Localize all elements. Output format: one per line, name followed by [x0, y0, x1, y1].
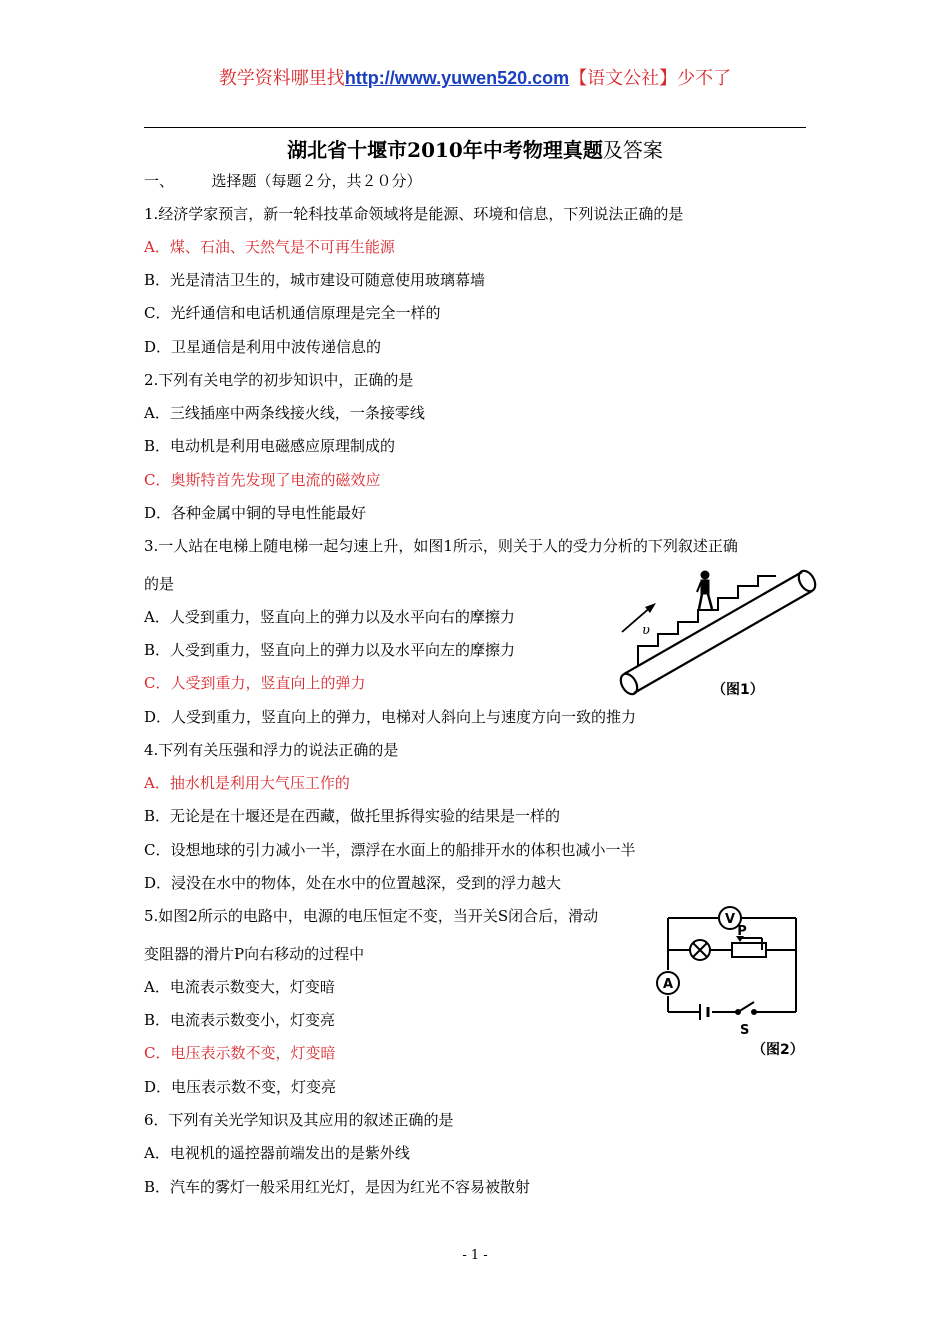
- question-6: 6．下列有关光学知识及其应用的叙述正确的是: [144, 1111, 454, 1129]
- q1-option-d: D．卫星通信是利用中波传递信息的: [144, 338, 382, 356]
- q5-option-b: B．电流表示数变小，灯变亮: [144, 1011, 336, 1029]
- question-5-cont: 变阻器的滑片P向右移动的过程中: [144, 945, 365, 963]
- q6-option-b: B．汽车的雾灯一般采用红光灯，是因为红光不容易被散射: [144, 1178, 531, 1196]
- question-3-cont: 的是: [144, 575, 175, 593]
- q3-option-b: B．人受到重力，竖直向上的弹力以及水平向左的摩擦力: [144, 641, 516, 659]
- question-4: 4.下列有关压强和浮力的说法正确的是: [144, 741, 399, 759]
- question-3: 3.一人站在电梯上随电梯一起匀速上升，如图1所示，则关于人的受力分析的下列叙述正确: [144, 537, 738, 555]
- q3-option-c-answer: C．人受到重力，竖直向上的弹力: [144, 674, 366, 692]
- header-suffix: 【语文公社】少不了: [569, 68, 732, 89]
- q2-option-d: D．各种金属中铜的导电性能最好: [144, 504, 367, 522]
- figure-2-circuit: [654, 900, 818, 1060]
- q5-option-d: D．电压表示数不变，灯变亮: [144, 1078, 337, 1096]
- ammeter-icon: [657, 972, 679, 994]
- figure-2-caption: （图2）: [752, 1042, 804, 1058]
- site-header: [0, 64, 950, 90]
- slider-label: P: [737, 924, 747, 939]
- q3-option-d: D．人受到重力，竖直向上的弹力，电梯对人斜向上与速度方向一致的推力: [144, 708, 637, 726]
- question-2: 2.下列有关电学的初步知识中，正确的是: [144, 371, 414, 389]
- page-title: [0, 134, 950, 163]
- q4-option-c: C．设想地球的引力减小一半，漂浮在水面上的船排开水的体积也减小一半: [144, 841, 636, 859]
- title-main: 湖北省十堰市2010年中考物理真题: [287, 138, 603, 162]
- q1-option-b: B．光是清洁卫生的，城市建设可随意使用玻璃幕墙: [144, 271, 486, 289]
- q4-option-d: D．浸没在水中的物体，处在水中的位置越深，受到的浮力越大: [144, 874, 562, 892]
- velocity-arrow-icon: [622, 603, 656, 632]
- circuit-wires: [668, 918, 796, 1012]
- person-icon: [697, 571, 712, 609]
- q4-option-a-answer: A．抽水机是利用大气压工作的: [144, 774, 350, 792]
- question-5: 5.如图2所示的电路中，电源的电压恒定不变，当开关S闭合后，滑动: [144, 907, 599, 925]
- figure-1-escalator: [604, 558, 820, 706]
- figure-1-caption: （图1）: [712, 682, 764, 698]
- q3-option-a: A．人受到重力，竖直向上的弹力以及水平向右的摩擦力: [144, 608, 515, 626]
- q6-option-a: A．电视机的遥控器前端发出的是紫外线: [144, 1144, 410, 1162]
- switch-label: S: [740, 1023, 750, 1038]
- header-link[interactable]: http://www.yuwen520.com: [344, 68, 570, 88]
- page-number: - 1 -: [462, 1248, 488, 1263]
- ammeter-label: A: [662, 977, 674, 992]
- header-divider: [144, 127, 806, 128]
- title-tail: 及答案: [602, 138, 663, 162]
- question-1: 1.经济学家预言，新一轮科技革命领域将是能源、环境和信息，下列说法正确的是: [144, 205, 684, 223]
- lamp-icon: [690, 940, 710, 960]
- switch-icon: [736, 1002, 756, 1014]
- battery-icon: [700, 1004, 708, 1020]
- q5-option-a: A．电流表示数变大，灯变暗: [144, 978, 335, 996]
- q2-option-b: B．电动机是利用电磁感应原理制成的: [144, 437, 396, 455]
- section-heading: 一、 选择题（每题２分，共２０分）: [144, 172, 422, 190]
- q1-option-c: C．光纤通信和电话机通信原理是完全一样的: [144, 304, 441, 322]
- header-prefix: 教学资料哪里找: [218, 68, 345, 89]
- q2-option-c-answer: C．奥斯特首先发现了电流的磁效应: [144, 471, 381, 489]
- voltmeter-label: V: [724, 912, 736, 927]
- q2-option-a: A．三线插座中两条线接火线，一条接零线: [144, 404, 425, 422]
- q4-option-b: B．无论是在十堰还是在西藏，做托里拆得实验的结果是一样的: [144, 807, 561, 825]
- rheostat-icon: [732, 924, 766, 957]
- velocity-label: υ: [642, 623, 650, 638]
- q5-option-c-answer: C．电压表示数不变，灯变暗: [144, 1044, 336, 1062]
- q1-option-a-answer: A．煤、石油、天然气是不可再生能源: [144, 238, 395, 256]
